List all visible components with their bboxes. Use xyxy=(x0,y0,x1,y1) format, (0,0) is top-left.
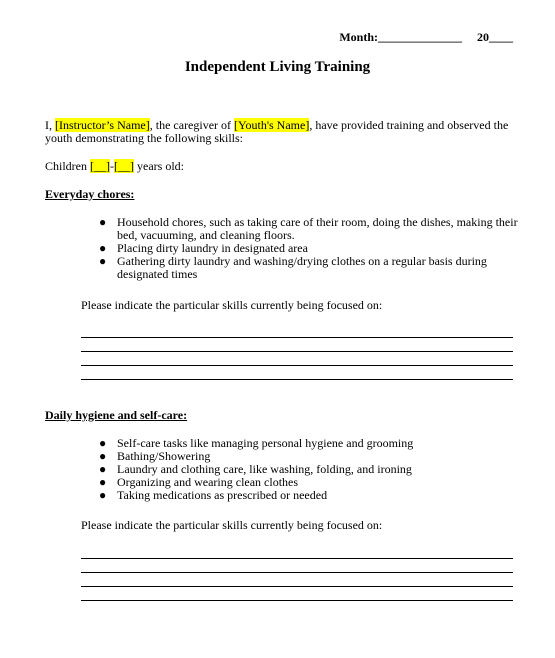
age-to-field[interactable]: [__] xyxy=(114,159,134,173)
age-dash: - xyxy=(110,159,114,173)
hygiene-selfcare-list xyxy=(99,437,519,502)
instructor-name-field[interactable]: [Instructor’s Name] xyxy=(55,118,150,132)
list-item: ● Bathing/Showering xyxy=(99,449,211,463)
intro-text: , have provided training and observed the youth demonstrating the following skills: xyxy=(45,118,509,145)
everyday-chores-list xyxy=(99,216,519,281)
list-item: ● Taking medications as prescribed or needed xyxy=(99,488,328,502)
year-blank[interactable]: ____ xyxy=(489,30,513,44)
everyday-chores-heading: Everyday chores: xyxy=(45,187,135,201)
bullet-icon: ● xyxy=(99,254,107,268)
year-label: 20 xyxy=(477,30,489,44)
bullet-icon: ● xyxy=(99,488,107,502)
answer-line[interactable] xyxy=(81,379,513,380)
answer-line[interactable] xyxy=(81,351,513,352)
youth-name-field[interactable]: [Youth's Name] xyxy=(234,118,310,132)
bullet-icon: ● xyxy=(99,449,107,463)
month-label: Month: xyxy=(339,30,378,44)
answer-line[interactable] xyxy=(81,600,513,601)
intro-paragraph xyxy=(45,119,515,145)
list-item: ● Laundry and clothing care, like washing, folding, and ironing xyxy=(99,462,412,476)
page-title: Independent Living Training xyxy=(184,59,371,75)
answer-line[interactable] xyxy=(81,572,513,573)
age-from-field[interactable]: [__] xyxy=(90,159,110,173)
list-item: ● Placing dirty laundry in designated area xyxy=(99,241,308,255)
hygiene-selfcare-heading: Daily hygiene and self-care: xyxy=(45,408,188,422)
month-year-line xyxy=(339,31,513,44)
bullet-icon: ● xyxy=(99,462,107,476)
bullet-icon: ● xyxy=(99,475,107,489)
answer-line[interactable] xyxy=(81,558,513,559)
list-item: ● Organizing and wearing clean clothes xyxy=(99,475,299,489)
children-age-line xyxy=(45,160,184,173)
answer-line[interactable] xyxy=(81,337,513,338)
month-blank[interactable]: ______________ xyxy=(378,30,462,44)
children-label: Children xyxy=(45,159,90,173)
intro-text: , the caregiver of xyxy=(149,118,235,132)
years-old-label: years old: xyxy=(134,159,184,173)
skills-prompt: Please indicate the particular skills currently being focused on: xyxy=(81,298,383,312)
skills-prompt: Please indicate the particular skills currently being focused on: xyxy=(81,518,383,532)
list-item: ● Gathering dirty laundry and washing/drying clothes on a regular basis during designated times xyxy=(99,254,487,281)
list-item: ● Household chores, such as taking care of their room, doing the dishes, making their bed, vacuuming, and cleaning floors. xyxy=(99,215,518,242)
answer-line[interactable] xyxy=(81,586,513,587)
list-item: ● Self-care tasks like managing personal hygiene and grooming xyxy=(99,436,414,450)
bullet-icon: ● xyxy=(99,241,107,255)
bullet-icon: ● xyxy=(99,436,107,450)
answer-line[interactable] xyxy=(81,365,513,366)
intro-text: I, xyxy=(45,118,55,132)
bullet-icon: ● xyxy=(99,215,107,229)
